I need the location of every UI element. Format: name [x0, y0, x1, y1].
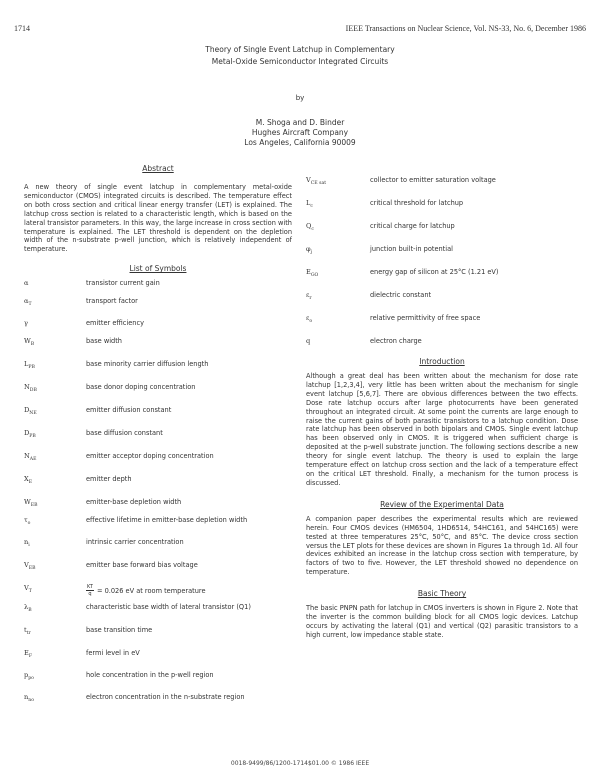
symbol-subscript: GO — [310, 273, 319, 278]
symbol — [24, 319, 86, 327]
symbol-subscript: EB — [30, 503, 38, 509]
symbol — [24, 406, 86, 418]
symbol — [24, 429, 86, 441]
symbol-base: V — [306, 176, 311, 184]
symbol-row — [24, 475, 292, 487]
symbol-base: p — [24, 671, 29, 680]
symbol-subscript: PB — [28, 365, 35, 371]
symbol-definition: critical charge for latchup — [370, 222, 455, 230]
symbol-row — [24, 383, 292, 395]
symbol — [24, 603, 86, 615]
symbol-subscript: B — [30, 342, 35, 348]
symbol-base: τ — [24, 516, 28, 525]
symbol-subscript: c — [311, 227, 314, 232]
symbol-definition: energy gap of silicon at 25°C (1.21 eV) — [370, 268, 499, 276]
symbol-row — [306, 176, 578, 188]
symbol-row — [24, 297, 292, 309]
symbol-definition: electron concentration in the n-substrate region — [86, 693, 245, 702]
symbol-base: L — [306, 199, 311, 207]
symbol-definition: collector to emitter saturation voltage — [370, 176, 496, 184]
introduction-text: Although a great deal has been written about the mechanism for dose rate latchup [1,2,3,4], very little has been written about the mechanism for single event latchup [5,6,7]. There are obvious differences between the two effects. Dose rate latchup occurs after large photocurrents have been generated throughout an integrated circuit. At some point the currents are large enough to raise the current gains of both parasitic transistors to a latchup condition. Dose rate latchup has been observed in both bipolars and CMOS. Single event latchup has been observed only in CMOS. It is triggered when sufficient charge is deposited at the p-well substrate junction. The following sections describe a new theory for single event latchup. The theory is used to explain the large temperature effect on latchup cross section and the lack of a temperature effect on the critical LET threshold. Finally, a mechanism for the turnon process is discussed. — [306, 372, 578, 487]
symbol-subscript: DB — [29, 388, 37, 394]
journal-header: IEEE Transactions on Nuclear Science, Vol. NS-33, No. 6, December 1986 — [345, 24, 586, 33]
symbol — [306, 222, 370, 234]
symbol-list-right — [306, 176, 578, 345]
symbol-base: N — [24, 452, 30, 461]
fraction-numerator: KT — [87, 584, 93, 591]
symbol — [306, 337, 370, 345]
symbol — [24, 360, 86, 372]
symbol-definition: dielectric constant — [370, 291, 432, 299]
symbol-subscript: E — [28, 480, 33, 486]
symbol-row — [24, 360, 292, 372]
symbol-subscript: NE — [29, 411, 37, 417]
symbol-subscript: j — [310, 250, 313, 255]
symbol-base: ε — [306, 291, 310, 299]
symbol-row — [306, 337, 578, 345]
symbol-definition: base diffusion constant — [86, 429, 163, 438]
symbol-definition: base transition time — [86, 626, 153, 635]
symbol-subscript: c — [310, 204, 313, 209]
symbol-definition: junction built-in potential — [370, 245, 453, 253]
page-number: 1714 — [14, 24, 30, 33]
symbol-definition: transport factor — [86, 297, 138, 306]
symbol — [24, 626, 86, 638]
symbol-definition: emitter acceptor doping concentration — [86, 452, 214, 461]
symbol-definition: emitter diffusion constant — [86, 406, 172, 415]
symbol-row — [24, 516, 292, 528]
symbol-subscript: o — [309, 319, 313, 324]
basic-theory-heading: Basic Theory — [417, 589, 467, 599]
symbol-subscript: tr — [26, 631, 31, 637]
left-column — [24, 164, 292, 705]
symbol-row — [24, 538, 292, 550]
symbol — [24, 649, 86, 661]
symbol-definition — [86, 584, 292, 597]
symbol — [24, 475, 86, 487]
basic-theory-text: The basic PNPN path for latchup in CMOS inverters is shown in Figure 2. Note that the inverter is the common building block for all CMOS logic devices. Latchup occurs by activating the lateral (Q1) and vertical (Q2) parasitic transistors to a high current, low impedance stable state. — [306, 604, 578, 639]
symbol-base: D — [24, 406, 30, 415]
symbol-base: N — [24, 383, 30, 392]
symbol-row — [24, 671, 292, 683]
symbol — [24, 279, 86, 287]
symbol-base: λ — [24, 603, 29, 612]
symbol — [306, 176, 370, 188]
symbol-definition: base width — [86, 337, 122, 346]
copyright-footer: 0018-9499/86/1200-1714$01.00 © 1986 IEEE — [230, 760, 370, 767]
symbol — [24, 693, 86, 705]
symbol-row — [24, 452, 292, 464]
fraction-denominator: q — [88, 591, 92, 598]
symbol-base: φ — [306, 245, 311, 253]
symbol — [24, 297, 86, 309]
symbol-row — [306, 245, 578, 257]
symbol-definition: emitter depth — [86, 475, 132, 484]
symbol-definition: emitter efficiency — [86, 319, 144, 328]
symbol-base: E — [24, 649, 29, 658]
symbol-row — [24, 406, 292, 418]
abstract-text: A new theory of single event latchup in complementary metal-oxide semiconductor (CMOS) integrated circuits is described. The temperature effect on both cross section and critical linear energy transfer (LET) is explained. The latchup cross section is related to a characteristic length, which is based on the lateral transistor parameters. In this way, the large increase in cross section with temperature is explained. The LET threshold is dependent on the depletion width of the n-substrate p-well junction, which is relatively independent of temperature. — [24, 183, 292, 254]
symbol-base: n — [24, 693, 29, 702]
symbol-subscript: o — [27, 521, 31, 527]
symbol — [24, 584, 86, 596]
symbol-base: D — [24, 429, 30, 438]
symbol-base: n — [24, 538, 29, 547]
symbol-row — [24, 319, 292, 327]
symbol-subscript: T — [28, 302, 32, 308]
symbol-row — [24, 626, 292, 638]
symbol-definition: hole concentration in the p-well region — [86, 671, 214, 680]
paper-title — [0, 44, 600, 68]
symbol-subscript: po — [28, 676, 34, 682]
symbol-subscript: PB — [29, 434, 36, 440]
introduction-heading: Introduction — [419, 357, 465, 366]
definition-text: = 0.026 eV at room temperature — [96, 586, 206, 595]
symbol — [24, 671, 86, 683]
symbol-row — [306, 291, 578, 303]
symbol — [306, 291, 370, 303]
symbol-row — [24, 498, 292, 510]
symbol-base: t — [24, 626, 27, 635]
symbol-base: Q — [306, 222, 312, 230]
symbol — [306, 245, 370, 257]
symbol-subscript: CE sat — [310, 181, 327, 186]
symbol-row — [24, 279, 292, 287]
symbol-definition: transistor current gain — [86, 279, 160, 288]
title-line: Theory of Single Event Latchup in Complementary — [205, 45, 395, 54]
symbol-definition: characteristic base width of lateral transistor (Q1) — [86, 603, 251, 612]
symbol-definition: emitter base forward bias voltage — [86, 561, 198, 570]
symbol-row — [306, 222, 578, 234]
review-heading: Review of the Experimental Data — [380, 499, 504, 509]
author-names: M. Shoga and D. Binder — [255, 118, 345, 127]
symbol-definition: relative permittivity of free space — [370, 314, 481, 322]
symbol-base: V — [24, 584, 29, 593]
symbol-row — [24, 693, 292, 705]
symbol-subscript: r — [309, 296, 312, 301]
symbol — [306, 268, 370, 280]
kt-over-q-fraction — [86, 584, 94, 597]
symbol-row — [24, 561, 292, 573]
symbol-definition: base minority carrier diffusion length — [86, 360, 209, 369]
title-line: Metal-Oxide Semiconductor Integrated Circuits — [211, 57, 389, 66]
symbol-definition: critical threshold for latchup — [370, 199, 464, 207]
symbol-base: α — [24, 279, 29, 288]
symbol-row — [24, 337, 292, 349]
right-column — [306, 176, 578, 640]
symbol-subscript: i — [28, 543, 30, 549]
author-block — [0, 118, 600, 148]
symbol-subscript: B — [28, 608, 32, 614]
symbol-row — [24, 603, 292, 615]
symbol — [24, 498, 86, 510]
symbol — [306, 314, 370, 326]
symbol-row — [306, 314, 578, 326]
byline: by — [295, 94, 305, 102]
symbol-base: ε — [306, 314, 310, 322]
symbol-subscript: T — [28, 589, 32, 595]
symbol — [306, 199, 370, 211]
symbol-definition: fermi level in eV — [86, 649, 140, 658]
symbol-base: W — [24, 498, 31, 507]
symbol — [24, 561, 86, 573]
symbol — [24, 538, 86, 550]
author-location: Los Angeles, California 90009 — [244, 138, 356, 147]
symbol — [24, 452, 86, 464]
author-affiliation: Hughes Aircraft Company — [251, 128, 349, 137]
symbol-base: X — [24, 475, 29, 484]
symbol-row — [24, 649, 292, 661]
symbol-base: E — [306, 268, 311, 276]
symbol-base: L — [24, 360, 29, 369]
symbol-base: W — [24, 337, 31, 346]
symbol — [24, 383, 86, 395]
symbol-base: γ — [24, 319, 28, 328]
symbol — [24, 516, 86, 528]
symbol-subscript: AE — [29, 457, 37, 463]
symbol-row — [24, 584, 292, 597]
symbol-definition: base donor doping concentration — [86, 383, 196, 392]
symbol-definition: emitter-base depletion width — [86, 498, 182, 507]
symbol-base: α — [24, 297, 29, 306]
symbols-heading: List of Symbols — [129, 264, 187, 274]
symbol-row — [24, 429, 292, 441]
symbol-subscript: EB — [28, 566, 36, 572]
symbol — [24, 337, 86, 349]
symbol-list-left — [24, 279, 292, 705]
symbol-subscript: F — [28, 654, 33, 660]
symbol-base: V — [24, 561, 29, 570]
symbol-subscript: no — [28, 698, 34, 704]
symbol-definition: effective lifetime in emitter-base depletion width — [86, 516, 248, 525]
symbol-definition: electron charge — [370, 337, 422, 345]
symbol-row — [306, 268, 578, 280]
symbol-definition: intrinsic carrier concentration — [86, 538, 184, 547]
review-text: A companion paper describes the experimental results which are reviewed herein. Four CMOS devices (HM6504, 1HD6514, 54HC161, and 54HC165) were tested at three temperatures 25°C, 50°C, and 85°C. The device cross section versus the LET plots for these devices are shown in Figures 1a through 1d. All four devices exhibited an increase in the latchup cross section with temperature, by factors of two to five. However, the LET threshold showed no dependence on temperature. — [306, 514, 578, 577]
symbol-row — [306, 199, 578, 211]
symbol-base: q — [306, 337, 311, 345]
abstract-heading: Abstract — [142, 164, 174, 173]
